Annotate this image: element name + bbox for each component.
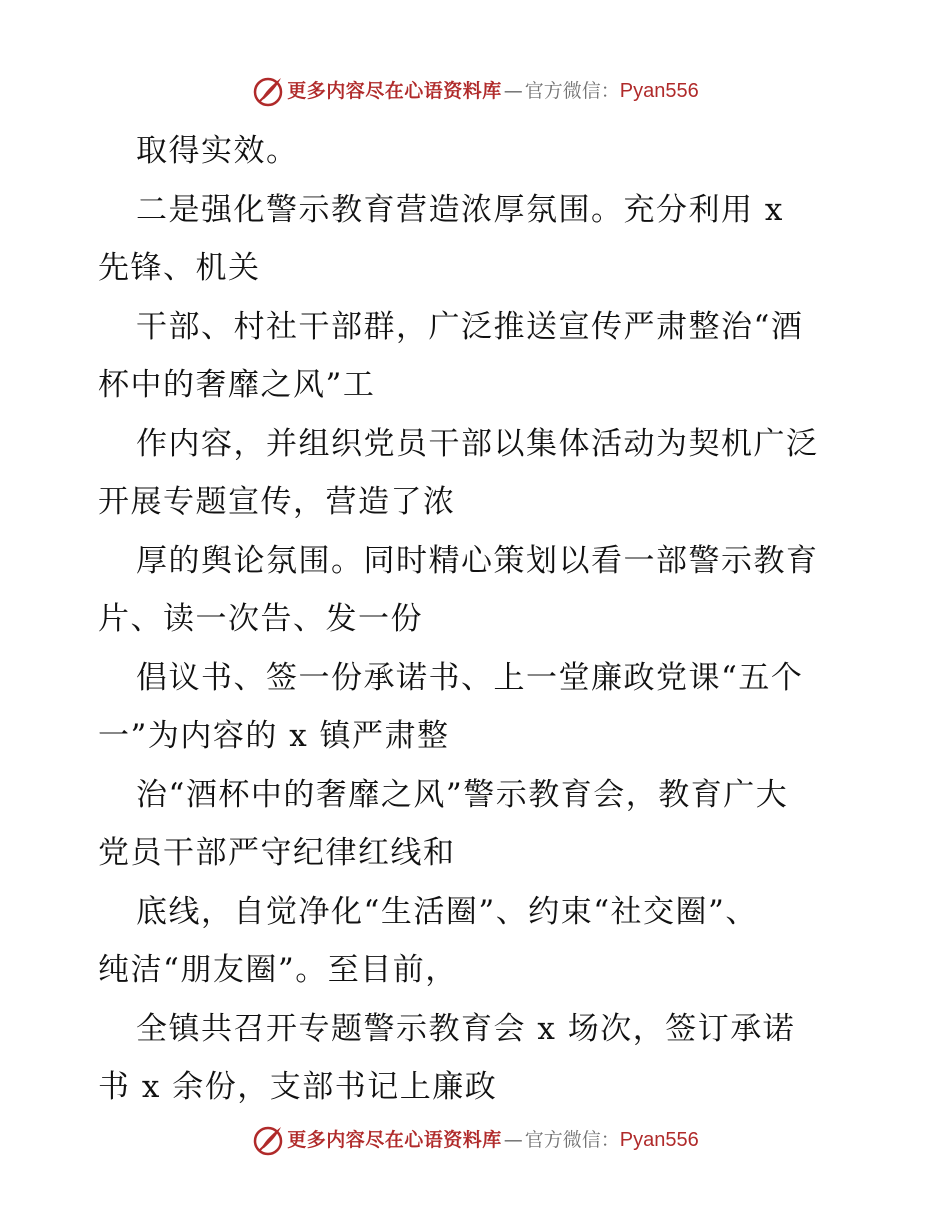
text-line: 全镇共召开专题警示教育会 x 场次，签订承诺 bbox=[136, 1010, 796, 1047]
quill-pen-logo-icon bbox=[251, 1123, 285, 1157]
header-site-text: 更多内容尽在心语资料库 bbox=[287, 79, 502, 102]
footer-site-text: 更多内容尽在心语资料库 bbox=[287, 1128, 502, 1151]
footer-watermark-banner bbox=[0, 1120, 950, 1160]
text-line: 厚的舆论氛围。同时精心策划以看一部警示教育 bbox=[136, 542, 819, 579]
footer-separator: — bbox=[503, 1128, 523, 1151]
text-line: 片、读一次告、发一份 bbox=[98, 601, 423, 637]
text-line: 开展专题宣传，营造了浓 bbox=[98, 484, 456, 520]
footer-wechat-label: 官方微信： bbox=[524, 1128, 620, 1151]
header-watermark-banner bbox=[0, 71, 950, 111]
quill-pen-logo-icon bbox=[251, 74, 285, 108]
text-line: 书 x 余份，支部书记上廉政 bbox=[98, 1069, 498, 1105]
text-line: 二是强化警示教育营造浓厚氛围。充分利用 x bbox=[136, 191, 784, 228]
text-line: 纯洁“朋友圈”。至目前， bbox=[98, 952, 458, 988]
text-line: 作内容，并组织党员干部以集体活动为契机广泛 bbox=[136, 425, 819, 462]
footer-wechat-id: Pyan556 bbox=[619, 1129, 699, 1151]
text-line: 底线，自觉净化“生活圈”、约束“社交圈”、 bbox=[136, 893, 758, 930]
text-line: 党员干部严守纪律红线和 bbox=[98, 835, 456, 871]
text-line: 一”为内容的 x 镇严肃整 bbox=[98, 718, 450, 754]
header-wechat-label: 官方微信： bbox=[524, 79, 620, 102]
header-wechat-id: Pyan556 bbox=[619, 80, 699, 102]
text-line: 治“酒杯中的奢靡之风”警示教育会，教育广大 bbox=[136, 776, 789, 813]
text-line: 倡议书、签一份承诺书、上一堂廉政党课“五个 bbox=[136, 659, 804, 696]
text-line: 杯中的奢靡之风”工 bbox=[98, 367, 376, 403]
text-line: 取得实效。 bbox=[136, 133, 299, 169]
header-separator: — bbox=[503, 79, 523, 102]
text-line: 干部、村社干部群，广泛推送宣传严肃整治“酒 bbox=[136, 308, 804, 345]
text-line: 先锋、机关 bbox=[98, 250, 261, 286]
document-body bbox=[98, 122, 858, 1117]
